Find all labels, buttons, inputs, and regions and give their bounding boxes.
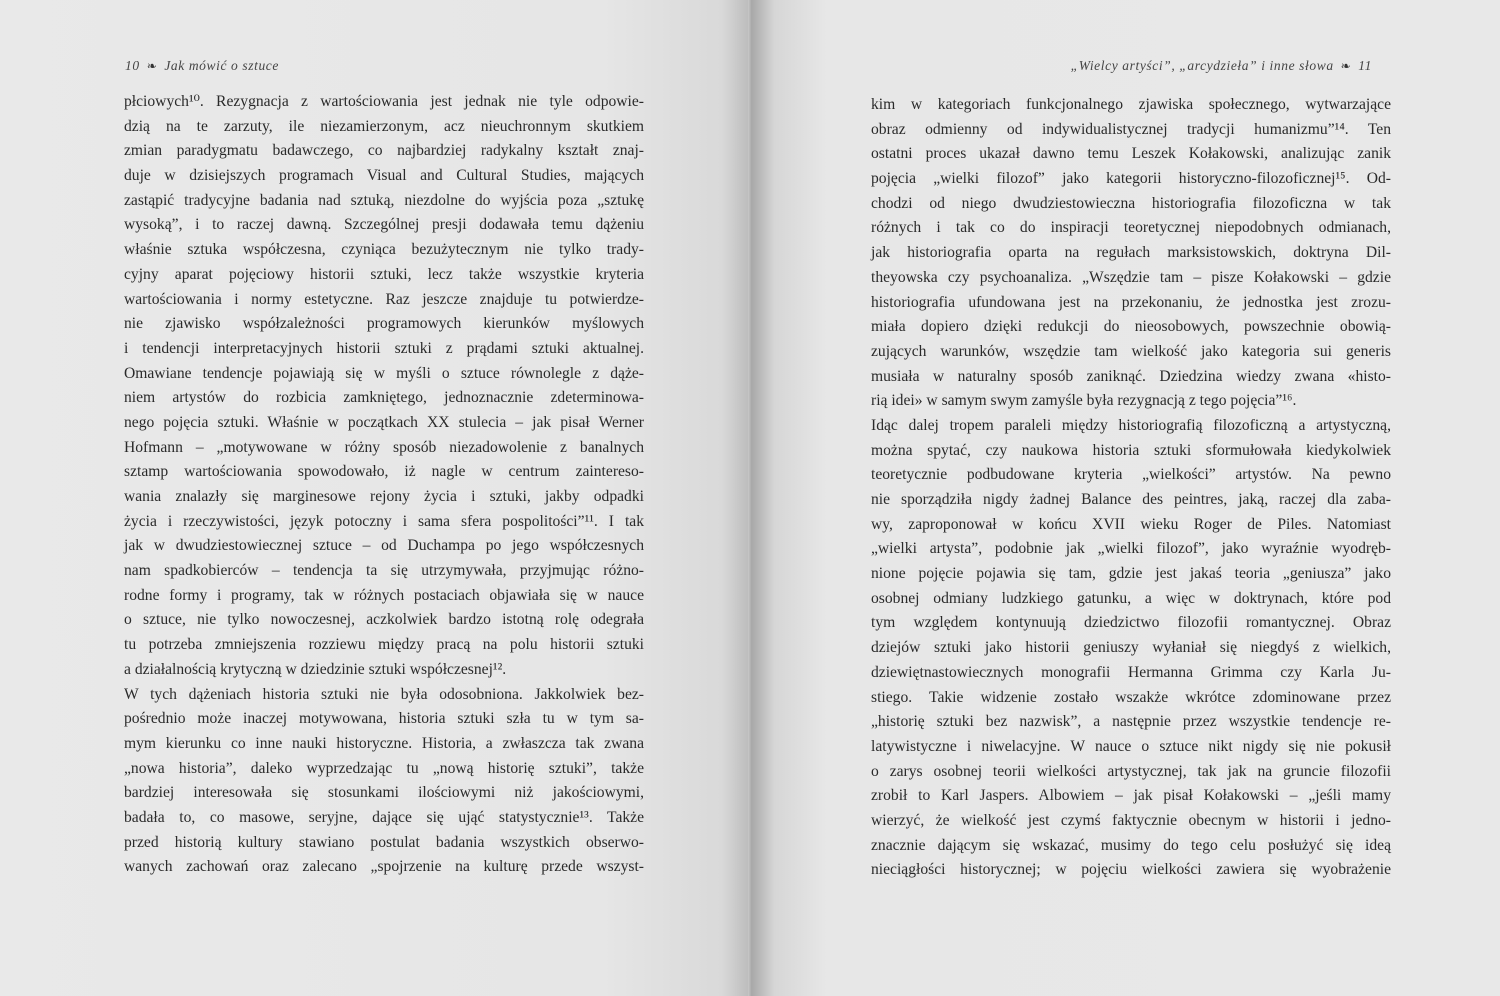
text-line: historiografia ufundowana jest na przekonaniu, że jednostka jest zrozu- xyxy=(871,293,1391,311)
text-line: płciowych¹⁰. Rezygnacja z wartościowania jest jednak nie tyle odpowie- xyxy=(124,93,644,110)
left-body-text xyxy=(124,90,644,880)
left-running-head xyxy=(125,58,279,74)
text-line: miała dopiero dzięki redukcji do nieosobowych, powszechnie obowią- xyxy=(871,318,1391,336)
text-line: ostatni proces ukazał dawno temu Leszek Kołakowski, analizując zanik xyxy=(871,145,1391,163)
text-line: osobnej odmiany ludzkiego gatunku, a więc w doktrynach, które pod xyxy=(871,589,1391,607)
text-line: musiała w naturalny sposób zaniknąć. Dziedzina wiedzy zwana «histo- xyxy=(871,367,1391,385)
text-line: zujących warunków, wszędzie tam wielkość jako kategoria sui generis xyxy=(871,342,1391,360)
left-page-number: 10 xyxy=(125,58,140,73)
text-line: wy, zaproponował w końcu XVII wieku Roger de Piles. Natomiast xyxy=(871,515,1391,533)
text-line: dziejów sztuki jako historii geniuszy wyłaniał się niegdyś z wielkich, xyxy=(871,639,1391,657)
text-line: „nowa historia”, daleko wyprzedzając tu „nową historię sztuki”, także xyxy=(124,759,644,777)
text-line: chodzi od niego dwudziestowieczna historiografia filozoficzna w tak xyxy=(871,194,1391,212)
text-line: można spytać, czy naukowa historia sztuki sformułowała kiedykolwiek xyxy=(871,441,1391,459)
text-line: sztamp wartościowania spowodowało, iż nagle w centrum zaintereso- xyxy=(124,463,644,481)
right-page-number: 11 xyxy=(1358,58,1372,73)
right-page xyxy=(752,0,1500,996)
text-line: zastąpić tradycyjne badania nad sztuką, niezdolne do wyjścia poza „sztukę xyxy=(124,191,644,209)
text-line: kim w kategoriach funkcjonalnego zjawiska społecznego, wytwarzające xyxy=(871,96,1391,113)
text-line: mym kierunku co inne nauki historyczne. Historia, a zwłaszcza tak zwana xyxy=(124,734,644,752)
text-line: jak w dwudziestowiecznej sztuce – od Duchampa po jego współczesnych xyxy=(124,537,644,555)
text-line: znacznie dającym się wskazać, musimy do tego celu posłużyć się ideą xyxy=(871,836,1391,854)
text-line: nieciągłości historycznej; w pojęciu wielkości zawiera się wyobrażenie xyxy=(871,861,1391,879)
fleuron-icon: ❧ xyxy=(146,59,158,73)
right-body-text xyxy=(871,93,1391,883)
text-line: wania znalazły się marginesowe rejony życia i sztuki, jakby odpadki xyxy=(124,488,644,505)
text-line: obraz odmienny od indywidualistycznej tradycji humanizmu”¹⁴. Ten xyxy=(871,120,1391,138)
text-line: stiego. Takie widzenie zostało wszakże wkrótce zdominowane przez xyxy=(871,688,1391,706)
text-line: tu potrzeba zmniejszenia rozziewu między pracą na polu historii sztuki xyxy=(124,636,644,654)
text-line: wanych zachowań oraz zalecano „spojrzenie na kulturę przede wszyst- xyxy=(124,858,644,876)
text-line: theyowska czy psychoanaliza. „Wszędzie tam – pisze Kołakowski – gdzie xyxy=(871,268,1391,286)
text-line: nam spadkobierców – tendencja ta się utrzymywała, przyjmując różno- xyxy=(124,562,644,580)
text-line: zmian paradygmatu badawczego, co najbardziej radykalny kształt znaj- xyxy=(124,142,644,160)
text-line: cyjny aparat pojęciowy historii sztuki, lecz także wszystkie kryteria xyxy=(124,265,644,283)
text-line: a działalnością krytyczną w dziedzinie sztuki współczesnej¹². xyxy=(124,660,507,678)
text-line: nione pojęcie pojawia się tam, gdzie jest jakaś teoria „geniusza” jako xyxy=(871,565,1391,583)
text-line: o sztuce, nie tylko nowoczesnej, aczkolwiek bardzo istotną rolę odegrała xyxy=(124,611,644,629)
text-line: Omawiane tendencje pojawiają się w myśli o sztuce równolegle z dąże- xyxy=(124,364,644,382)
text-line: Idąc dalej tropem paraleli między historiografią filozoficzną a artystyczną, xyxy=(871,416,1391,434)
left-running-title: Jak mówić o sztuce xyxy=(164,58,279,73)
text-line: i tendencji interpretacyjnych historii sztuki z prądami sztuki aktualnej. xyxy=(124,339,644,357)
text-line: „wielki artysta”, podobnie jak „wielki filozof”, jako wyraźnie wyodręb- xyxy=(871,540,1391,558)
text-line: o zarys osobnej teorii wielkości artystycznej, tak jak na gruncie filozofii xyxy=(871,762,1391,780)
text-line: wysoką”, i to raczej dawną. Szczególnej presji dodawała temu dążeniu xyxy=(124,216,644,234)
text-line: nie sporządziła nigdy żadnej Balance des peintres, jaką, raczej dla zaba- xyxy=(871,491,1391,508)
text-line: bardziej interesowała się stosunkami ilościowymi niż jakościowymi, xyxy=(124,784,644,802)
text-line: latywistyczne i niwelacyjne. W nauce o sztuce nikt nigdy się nie pokusił xyxy=(871,737,1391,755)
text-line: zrobił to Karl Jaspers. Albowiem – jak pisał Kołakowski – „jeśli mamy xyxy=(871,787,1391,805)
text-line: W tych dążeniach historia sztuki nie była odosobniona. Jakkolwiek bez- xyxy=(124,685,644,703)
text-line: rodne formy i programy, tak w różnych postaciach objawiała się w nauce xyxy=(124,586,644,604)
text-line: dziewiętnastowiecznych monografii Hermanna Grimma czy Karla Ju- xyxy=(871,663,1391,681)
text-line: Hofmann – „motywowane w różny sposób niezadowolenie z banalnych xyxy=(124,438,644,456)
text-line: nie zjawisko współzależności programowych kierunków myślowych xyxy=(124,315,644,333)
text-line: nego pojęcia sztuki. Właśnie w początkach XX stulecia – jak pisał Werner xyxy=(124,413,644,431)
text-line: duje w dzisiejszych programach Visual and Cultural Studies, mających xyxy=(124,167,644,185)
text-line: jak historiografia oparta na regułach marksistowskich, doktryna Dil- xyxy=(871,244,1391,262)
right-running-head xyxy=(1071,58,1372,74)
text-line: właśnie sztuka współczesna, czyniąca bezużytecznym nie tylko trady- xyxy=(124,241,644,259)
text-line: wierzyć, że wielkość jest czymś faktycznie obecnym w historii i jedno- xyxy=(871,811,1391,829)
text-line: życia i rzeczywistości, język potoczny i sama sfera pospolitości”¹¹. I tak xyxy=(124,512,644,530)
text-line: dzią na te zarzuty, ile niezamierzonym, acz nieuchronnym skutkiem xyxy=(124,117,644,135)
text-line: „historię sztuki bez nazwisk”, a następnie przez wszystkie tendencje re- xyxy=(871,713,1391,731)
text-line: teoretycznie podbudowane kryteria „wielkości” artystów. Na pewno xyxy=(871,466,1391,484)
text-line: różnych i tak co do inspiracji teoretycznej niepodobnych odmianach, xyxy=(871,219,1391,237)
text-line: tym względem kontynuują dziedzictwo filozofii romantycznej. Obraz xyxy=(871,614,1391,632)
right-running-title: „Wielcy artyści”, „arcydzieła” i inne słowa xyxy=(1070,58,1334,73)
text-line: wartościowania i normy estetyczne. Raz jeszcze znajduje tu potwierdze- xyxy=(124,290,644,308)
text-line: badała to, co masowe, seryjne, dające się ująć statystycznie¹³. Także xyxy=(124,808,644,826)
text-line: pojęcia „wielki filozof” jako kategorii historyczno-filozoficznej¹⁵. Od- xyxy=(871,170,1391,188)
text-line: rią idei» w samym swym zamyśle była rezygnacją z tego pojęcia”¹⁶. xyxy=(871,392,1297,410)
text-line: niem artystów do rozbicia zamkniętego, jednoznacznie zdeterminowa- xyxy=(124,389,644,407)
text-line: przed historią kultury stawiano postulat badania wszystkich obserwo- xyxy=(124,833,644,851)
fleuron-icon: ❧ xyxy=(1340,59,1352,73)
text-line: pośrednio może inaczej motywowana, historia sztuki szła tu w tym sa- xyxy=(124,710,644,728)
